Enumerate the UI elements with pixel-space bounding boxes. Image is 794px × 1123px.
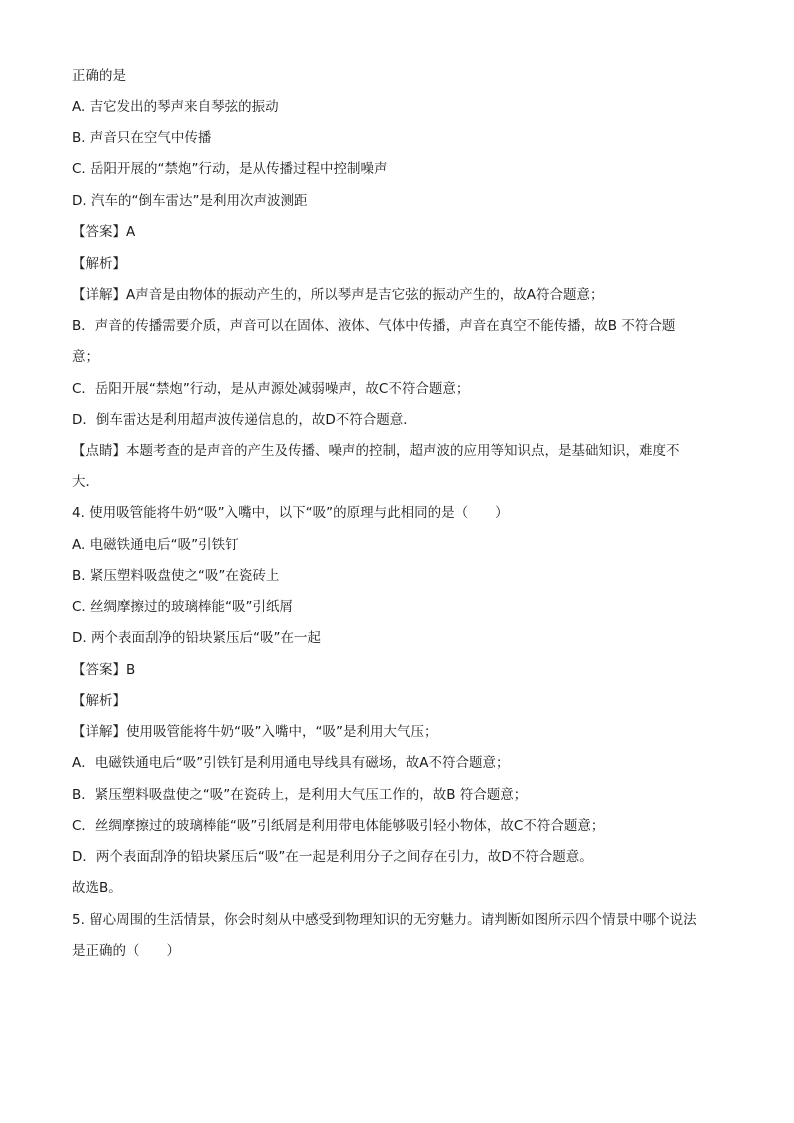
q4-detail-line: C．丝绸摩擦过的玻璃棒能“吸”引纸屑是利用带电体能够吸引轻小物体，故C不符合题意； [72, 818, 605, 834]
q3-option-c: C. 岳阳开展的“禁炮”行动，是从传播过程中控制噪声 [72, 161, 388, 177]
q4-detail-line: B．紧压塑料吸盘使之“吸”在瓷砖上，是利用大气压工作的，故B 符合题意； [72, 787, 528, 803]
q5-stem-line: 是正确的（ ） [72, 943, 180, 959]
q4-option-d: D. 两个表面刮净的铅块紧压后“吸”在一起 [72, 630, 321, 646]
q4-option-a: A. 电磁铁通电后“吸”引铁钉 [72, 537, 239, 553]
q3-option-b: B. 声音只在空气中传播 [72, 130, 212, 146]
q4-answer: 【答案】B [72, 662, 136, 678]
q3-comment-line: 【点睛】本题考查的是声音的产生及传播、噪声的控制，超声波的应用等知识点，是基础知识，难度不 [72, 443, 680, 459]
q3-option-a: A. 吉它发出的琴声来自琴弦的振动 [72, 99, 279, 115]
q3-stem-tail: 正确的是 [72, 68, 126, 84]
q3-option-d: D. 汽车的“倒车雷达”是利用次声波测距 [72, 193, 308, 209]
q3-detail-line: 【详解】A声音是由物体的振动产生的，所以琴声是吉它弦的振动产生的，故A符合题意； [72, 287, 604, 303]
q3-detail-line: D．倒车雷达是利用超声波传递信息的，故D不符合题意． [72, 412, 417, 428]
q3-detail-line: C．岳阳开展“禁炮”行动，是从声源处减弱噪声，故C不符合题意； [72, 381, 470, 397]
q4-detail-line: 【详解】使用吸管能将牛奶“吸”入嘴中，“吸”是利用大气压； [72, 724, 438, 740]
q3-detail-line: B．声音的传播需要介质，声音可以在固体、液体、气体中传播，声音在真空不能传播，故B 不符合题 [72, 318, 676, 334]
q5-stem-line: 5. 留心周围的生活情景，你会时刻从中感受到物理知识的无穷魅力。请判断如图所示四个情景中哪个说法 [72, 912, 697, 928]
q4-stem: 4. 使用吸管能将牛奶“吸”入嘴中，以下“吸”的原理与此相同的是（ ） [72, 505, 509, 521]
q3-answer: 【答案】A [72, 224, 136, 240]
q4-detail-line: A．电磁铁通电后“吸”引铁钉是利用通电导线具有磁场，故A不符合题意； [72, 755, 510, 771]
q4-option-c: C. 丝绸摩擦过的玻璃棒能“吸”引纸屑 [72, 599, 293, 615]
q3-detail-line: 意； [72, 349, 99, 365]
q4-conclusion: 故选B。 [72, 880, 122, 896]
q4-analysis-heading: 【解析】 [72, 693, 126, 709]
q4-option-b: B. 紧压塑料吸盘使之“吸”在瓷砖上 [72, 568, 280, 584]
q3-analysis-heading: 【解析】 [72, 256, 126, 272]
q3-comment-line: 大． [72, 474, 99, 490]
q4-detail-line: D．两个表面刮净的铅块紧压后“吸”在一起是利用分子之间存在引力，故D不符合题意。 [72, 849, 593, 865]
